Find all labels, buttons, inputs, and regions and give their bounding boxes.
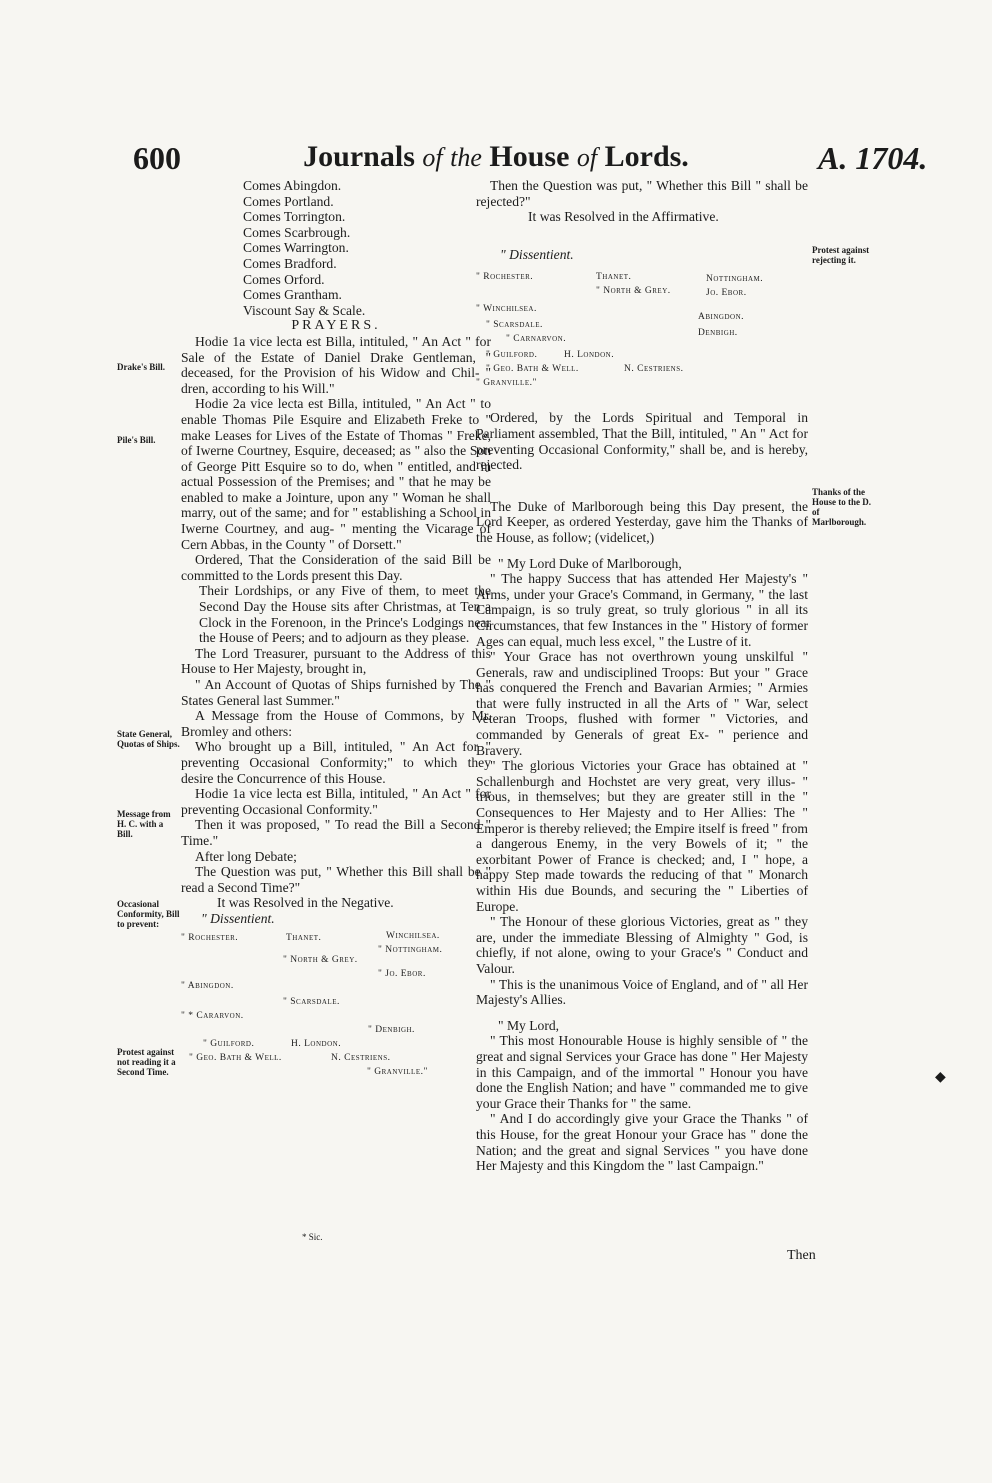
lord-name: Comes Warrington. [243, 240, 349, 256]
dissentient-name: " Jo. Ebor. [378, 968, 426, 979]
quotas-account: " An Account of Quotas of Ships furnished by The " States General last Summer." [181, 677, 491, 708]
dissentient-name: Thanet. [596, 272, 632, 283]
viscount-name: Viscount Say & Scale. [243, 302, 366, 318]
thanks-paragraph-2: " Your Grace has not overthrown young unskilful " Generals, raw and undisciplined Troops: But your " Grace has conquered the French and Bavarian Armies; " Armies that were fully instructed in all the Arts of " War, select veteran Troops, flushed with former " Victories, and commanded by Generals of great Ex- " perience and Bravery. [476, 649, 808, 758]
dissentient-name: " Guilford. [203, 1038, 255, 1049]
resolved-negative: It was Resolved in the Negative. [217, 895, 394, 911]
commons-message: A Message from the House of Commons, by Mr. Bromley and others: [181, 708, 491, 739]
margin-note-thanks: Thanks of the House to the D. of Marlborough. [812, 487, 871, 527]
margin-note-occasional: Occasional Conformity, Bill to prevent: [117, 899, 180, 929]
ordered-committed: Ordered, That the Consideration of the said Bill be committed to the Lords present this Day. [181, 552, 491, 583]
margin-note-pile: Pile's Bill. [117, 435, 156, 445]
question-put: The Question was put, " Whether this Bill shall be " read a Second Time?" [181, 864, 491, 895]
occasional-conformity-reading: Hodie 1a vice lecta est Billa, intituled, " An Act " for preventing Occasional Conformity." [181, 786, 491, 817]
lord-treasurer-entry: The Lord Treasurer, pursuant to the Address of this House to Her Majesty, brought in, [181, 645, 491, 677]
dissentient-heading-2: " Dissentient. [500, 246, 574, 262]
dissentient-name: Denbigh. [698, 328, 738, 339]
right-column [476, 178, 808, 1174]
dissentient-list-1-cont [181, 1037, 491, 1077]
dissentient-name: " Granville." [367, 1066, 428, 1077]
dissentient-name: " Rochester. [181, 932, 239, 943]
resolved-affirmative: It was Resolved in the Affirmative. [528, 209, 719, 225]
committee-meeting: Their Lordships, or any Five of them, to meet the Second Day the House sits after Christmas, at Ten a Clock in the Forenoon, in the Prince's Lodgings near the House of Peers; and to adjourn as they please. [199, 583, 491, 646]
dissentient-name: " Abingdon. [181, 980, 234, 991]
year: A. 1704. [818, 140, 928, 176]
pile-bill-entry: Hodie 2a vice lecta est Billa, intituled, " An Act " to enable Thomas Pile Esquire and Elizabeth Freke to " make Leases for Lives of the Estate of Thomas " Freke, of Iwerne Courtney, Esquire, deceased; as " also the Son of George Pitt Esquire so to do, when " entitled, and in actual Possession of the Premises; and " that he may be enabled to make a Jointure, upon any " Woman he shall marry, out of the same; and for " establishing a School in Iwerne Courtney, and aug- " menting the Vicarage of Cern Abbas, in the County " of Dorsett." [181, 396, 491, 552]
dissentient-name: N. Cestriens. [331, 1052, 391, 1063]
dissentient-name: " Carnarvon. [506, 334, 567, 345]
dissentient-list-1 [181, 927, 491, 1037]
thanks-paragraph-1: " The happy Success that has attended Her Majesty's " Arms, under your Grace's Command, in Germany, " the last Campaign, is so truly great, so truly glorious " in all its Circumstances, that few Instances in the " History of former Ages can equal, much less excel, " the Lustre of it. [476, 571, 808, 649]
lord-name: Comes Portland. [243, 193, 334, 209]
sic-footnote: * Sic. [302, 1232, 323, 1242]
dissentient-name: N. Cestriens. [624, 364, 684, 375]
page-number: 600 [133, 140, 181, 176]
margin-note-state-general: State General, Quotas of Ships. [117, 729, 180, 749]
margin-note-message: Message from H. C. with a Bill. [117, 809, 171, 839]
proposed-second-reading: Then it was proposed, " To read the Bill a Second " Time." [181, 817, 491, 848]
dissentient-name: Winchilsea. [386, 930, 440, 941]
lord-name: Comes Grantham. [243, 287, 342, 303]
rejection-question: Then the Question was put, " Whether this Bill " shall be rejected?" [476, 178, 808, 209]
dissentient-name: " Nottingham. [378, 944, 443, 955]
thanks-paragraph-4: " The Honour of these glorious Victories, great as " they are, under the immediate Blessing of Almighty " God, is chiefly, if not alone, owing to your Grace's " Conduct and Valour. [476, 914, 808, 976]
address-my-lord: " My Lord, [498, 1017, 560, 1033]
lord-name: Comes Bradford. [243, 255, 337, 271]
dissentient-name: " Rochester. [476, 272, 534, 283]
catchword: Then [787, 1248, 816, 1263]
dissentient-name: " Geo. Bath & Well. [486, 364, 579, 375]
address-lord-duke: " My Lord Duke of Marlborough, [498, 555, 682, 571]
duke-thanks-intro: The Duke of Marlborough being this Day present, the Lord Keeper, as ordered Yesterday, gave him the Thanks of the House, as follow; (videlicet,) [476, 498, 808, 545]
dissentient-name: H. London. [291, 1038, 342, 1049]
margin-note-drake: Drake's Bill. [117, 362, 166, 372]
dissentient-list-2 [476, 262, 808, 389]
prayers-heading: PRAYERS. [291, 318, 381, 334]
dissentient-name: " Granville." [476, 378, 537, 389]
dissentient-name: " North & Grey. [283, 954, 358, 965]
lord-name: Comes Orford. [243, 271, 325, 287]
dissentient-name: Nottingham. [706, 274, 764, 285]
margin-mark-icon: ◆ [935, 1070, 946, 1085]
after-debate: After long Debate; [195, 848, 297, 864]
dissentient-name: " Geo. Bath & Well. [189, 1052, 282, 1063]
left-column [181, 178, 491, 1077]
dissentient-name: " Winchilsea. [476, 304, 537, 315]
journal-title: Journals of the House of Lords. [303, 140, 689, 173]
lord-name: Comes Torrington. [243, 209, 346, 225]
dissentient-name: Abingdon. [698, 312, 745, 323]
dissentient-name: Jo. Ebor. [706, 288, 747, 299]
bill-brought-up: Who brought up a Bill, intituled, " An Act for " preventing Occasional Conformity;" to which they desire the Concurrence of this House. [181, 739, 491, 786]
dissentient-name: H. London. [564, 350, 615, 361]
drake-bill-entry: Hodie 1a vice lecta est Billa, intituled, " An Act " for Sale of the Estate of Daniel Drake Gentleman, " deceased, for the Provision of his Widow and Chil- " dren, according to his Will." [181, 333, 491, 396]
dissentient-name: " Denbigh. [368, 1024, 415, 1035]
margin-note-protest-1: Protest against not reading it a Second Time. [117, 1047, 176, 1077]
margin-note-protest-2: Protest against rejecting it. [812, 245, 870, 265]
dissentient-name: Thanet. [286, 932, 322, 943]
thanks-paragraph-7: " And I do accordingly give your Grace the Thanks " of this House, for the great Honour your Grace has " done the Nation; and the great and signal Services " you have done Her Majesty and this Kingdom the " last Campaign." [476, 1111, 808, 1174]
page-header [0, 140, 992, 180]
lord-name: Comes Scarbrough. [243, 224, 351, 240]
dissentient-name: " Scarsdale. [486, 320, 543, 331]
dissentient-name: " * Cararvon. [181, 1010, 244, 1021]
thanks-paragraph-3: " The glorious Victories your Grace has obtained at " Schallenburgh and Hochstet are very great, very illus- " trious, in themselves; but they are greater still in the " Consequences to Her Majesty and to Her Allies: The " Emperor is thereby relieved; the Empire itself is freed " from a dangerous Enemy, in the very Bowels of it; " the exorbitant Power of France is checked; and, I " hope, a happy Step made towards the reducing of that " Monarch within His due Bounds, and securing the " Liberties of Europe. [476, 758, 808, 914]
thanks-paragraph-6: " This most Honourable House is highly sensible of " the great and signal Services your Grace has done " Her Majesty in this Campaign, and of the immortal " Honour you have done the English Nation; and have " commanded me to give your Grace their Thanks for " the same. [476, 1033, 808, 1111]
dissentient-heading: " Dissentient. [201, 910, 275, 926]
lord-name: Comes Abingdon. [243, 178, 342, 193]
dissentient-name: " North & Grey. [596, 286, 671, 297]
thanks-paragraph-5: " This is the unanimous Voice of England, and of " all Her Majesty's Allies. [476, 976, 808, 1008]
ordered-rejected: Ordered, by the Lords Spiritual and Temporal in Parliament assembled, That the Bill, intituled, " An " Act for preventing Occasional Conformity," shall be, and is hereby, rejected. [476, 410, 808, 473]
dissentient-name: " Scarsdale. [283, 996, 340, 1007]
dissentient-name: " Guilford. [486, 350, 538, 361]
